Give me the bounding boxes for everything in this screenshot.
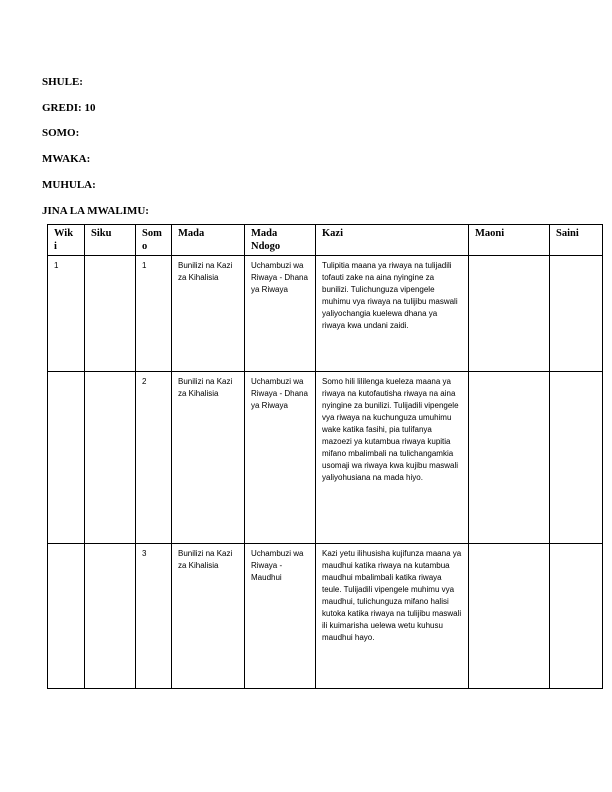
table-row — [48, 256, 603, 372]
cell-mada-ndogo: Uchambuzi wa Riwaya - Maudhui — [245, 544, 316, 689]
cell-wiki: 1 — [48, 256, 85, 372]
table-header-row — [48, 225, 603, 256]
col-header-mada-ndogo: Mada Ndogo — [245, 225, 316, 256]
cell-maoni — [469, 256, 550, 372]
gredi-label: GREDI: 10 — [42, 102, 96, 114]
cell-wiki — [48, 544, 85, 689]
col-header-kazi: Kazi — [316, 225, 469, 256]
cell-somo: 3 — [136, 544, 172, 689]
somo-label: SOMO: — [42, 127, 80, 139]
cell-maoni — [469, 544, 550, 689]
cell-somo: 2 — [136, 372, 172, 544]
col-header-siku: Siku — [85, 225, 136, 256]
jina-la-mwalimu-label: JINA LA MWALIMU: — [42, 205, 149, 217]
cell-somo: 1 — [136, 256, 172, 372]
cell-maoni — [469, 372, 550, 544]
cell-kazi: Somo hili lililenga kueleza maana ya riwaya na kutofautisha riwaya na aina nyingine za bunilizi. Tulijadili vipengele vya riwaya na kuchunguza umuhimu wake katika fasihi, pia tulifanya mazoezi ya kutambua riwaya kupitia mifano mbalimbali na tulichangamkia usomaji wa riwaya kwa kujibu maswali yaliyohusiana na mada hiyo. — [316, 372, 469, 544]
col-header-wiki: Wik i — [48, 225, 85, 256]
cell-siku — [85, 544, 136, 689]
cell-mada-ndogo: Uchambuzi wa Riwaya - Dhana ya Riwaya — [245, 372, 316, 544]
cell-saini — [550, 544, 603, 689]
table-row — [48, 544, 603, 689]
muhula-label: MUHULA: — [42, 179, 96, 191]
shule-label: SHULE: — [42, 76, 83, 88]
cell-mada: Bunilizi na Kazi za Kihalisia — [172, 256, 245, 372]
lesson-log-table — [47, 224, 603, 689]
cell-mada-ndogo: Uchambuzi wa Riwaya - Dhana ya Riwaya — [245, 256, 316, 372]
cell-wiki — [48, 372, 85, 544]
cell-siku — [85, 256, 136, 372]
cell-siku — [85, 372, 136, 544]
cell-mada: Bunilizi na Kazi za Kihalisia — [172, 544, 245, 689]
cell-saini — [550, 372, 603, 544]
cell-mada: Bunilizi na Kazi za Kihalisia — [172, 372, 245, 544]
table-row — [48, 372, 603, 544]
col-header-mada: Mada — [172, 225, 245, 256]
col-header-maoni: Maoni — [469, 225, 550, 256]
cell-kazi: Tulipitia maana ya riwaya na tulijadili tofauti zake na aina nyingine za bunilizi. Tulichunguza vipengele muhimu vya riwaya na tulijibu maswali yaliyochangia kuelewa dhana ya riwaya kwa undani zaidi. — [316, 256, 469, 372]
mwaka-label: MWAKA: — [42, 153, 91, 165]
cell-saini — [550, 256, 603, 372]
col-header-saini: Saini — [550, 225, 603, 256]
cell-kazi: Kazi yetu ilihusisha kujifunza maana ya maudhui katika riwaya na kutambua maudhui mbalimbali katika riwaya teule. Tulijadili vipengele muhimu vya maudhui, tulichunguza mifano halisi kutoka katika riwaya na tulijibu maswali ili kuimarisha uelewa wetu kuhusu maudhui hayo. — [316, 544, 469, 689]
col-header-somo: Som o — [136, 225, 172, 256]
